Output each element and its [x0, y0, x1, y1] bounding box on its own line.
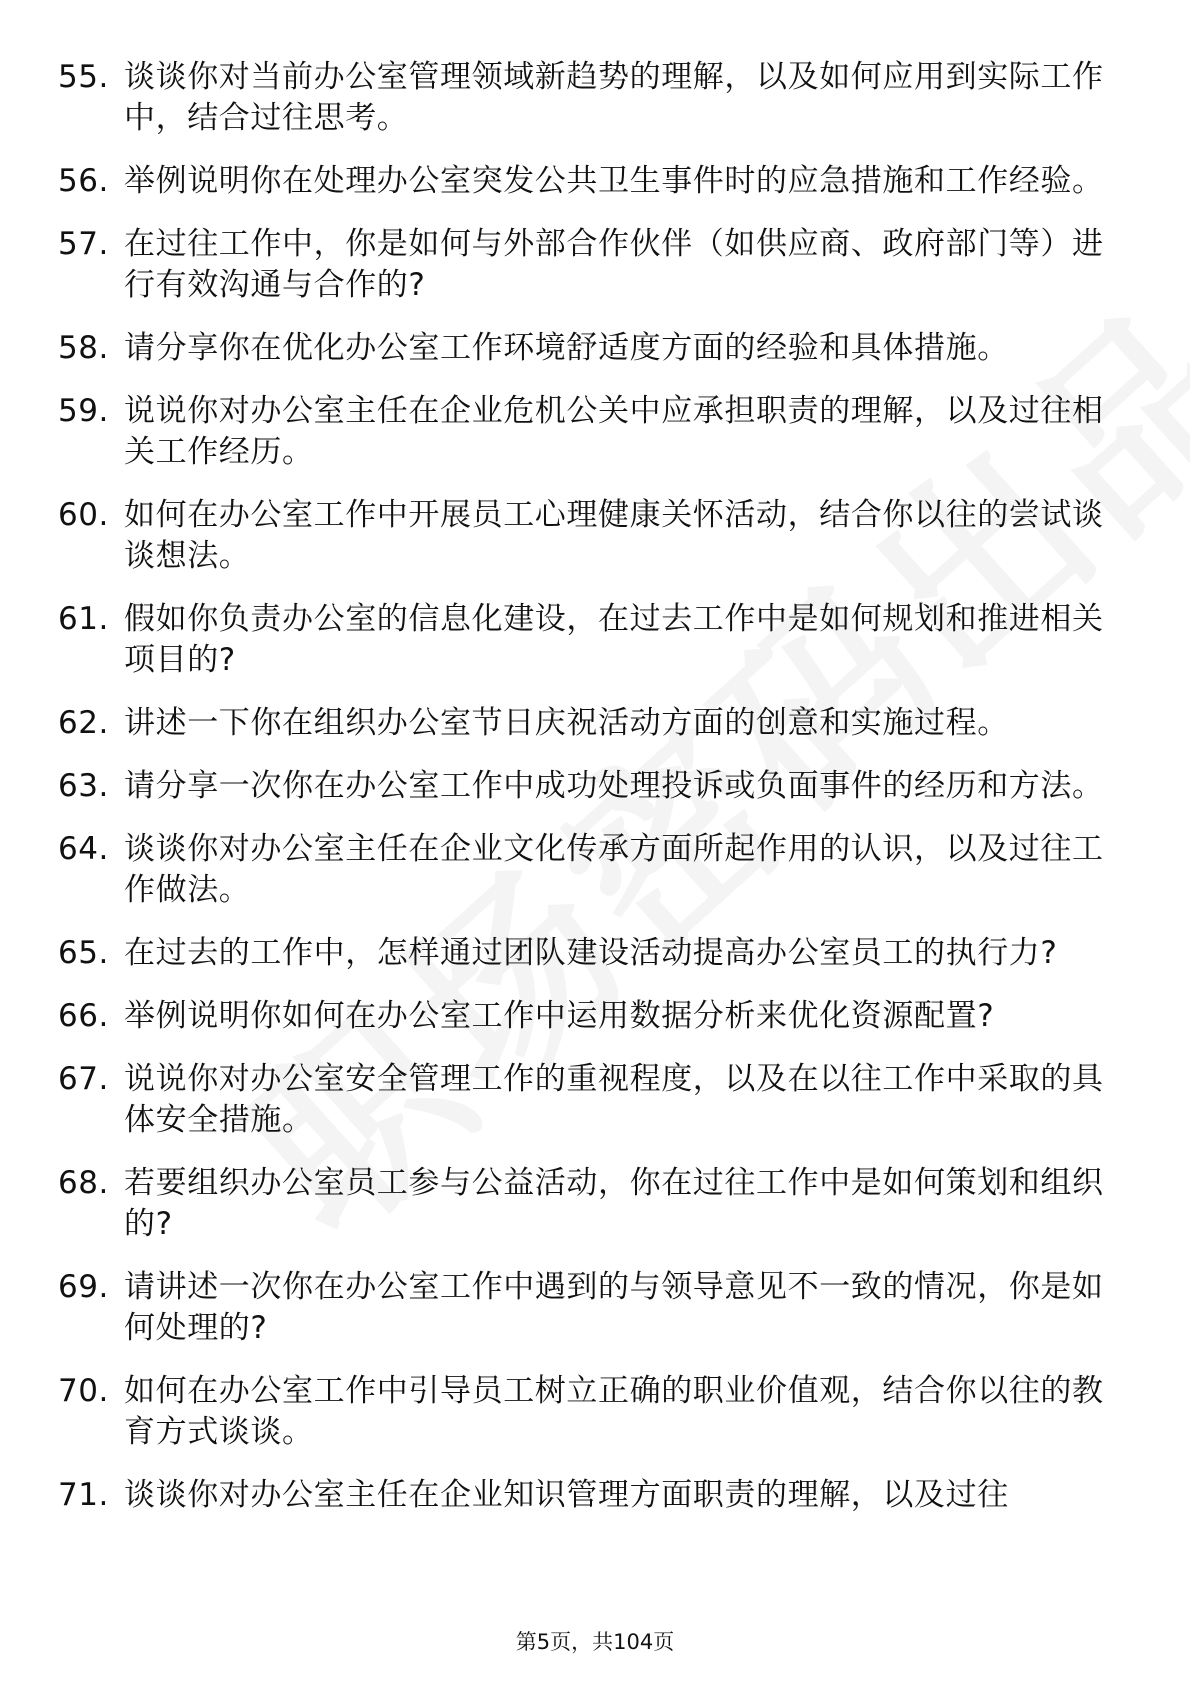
question-text: 如何在办公室工作中引导员工树立正确的职业价值观，结合你以往的教育方式谈谈。	[124, 1373, 1104, 1450]
question-text: 举例说明你在处理办公室突发公共卫生事件时的应急措施和工作经验。	[124, 163, 1104, 199]
list-item	[58, 57, 1128, 139]
list-item	[58, 1163, 1128, 1245]
page-footer: 第5页，共104页	[515, 1630, 675, 1654]
list-item	[58, 1475, 1128, 1516]
list-item	[58, 996, 1128, 1037]
question-number: 66.	[58, 998, 109, 1034]
question-text: 举例说明你如何在办公室工作中运用数据分析来优化资源配置?	[124, 998, 995, 1034]
question-text: 在过往工作中，你是如何与外部合作伙伴（如供应商、政府部门等）进行有效沟通与合作的?	[124, 226, 1104, 303]
question-number: 61.	[58, 601, 109, 637]
list-item	[58, 391, 1128, 473]
question-number: 55.	[58, 59, 109, 95]
list-item	[58, 766, 1128, 807]
question-text: 假如你负责办公室的信息化建设，在过去工作中是如何规划和推进相关项目的?	[124, 601, 1104, 678]
list-item	[58, 161, 1128, 202]
question-number: 65.	[58, 935, 109, 971]
question-number: 69.	[58, 1269, 109, 1305]
question-number: 62.	[58, 705, 109, 741]
question-text: 请分享一次你在办公室工作中成功处理投诉或负面事件的经历和方法。	[124, 768, 1104, 804]
question-number: 59.	[58, 393, 109, 429]
list-item	[58, 933, 1128, 974]
question-text: 谈谈你对当前办公室管理领域新趋势的理解，以及如何应用到实际工作中，结合过往思考。	[124, 59, 1104, 136]
list-item	[58, 224, 1128, 306]
question-number: 63.	[58, 768, 109, 804]
question-text: 说说你对办公室安全管理工作的重视程度，以及在以往工作中采取的具体安全措施。	[124, 1061, 1104, 1138]
list-item	[58, 1267, 1128, 1349]
list-item	[58, 495, 1128, 577]
question-number: 57.	[58, 226, 109, 262]
question-text: 在过去的工作中，怎样通过团队建设活动提高办公室员工的执行力?	[124, 935, 1058, 971]
list-item	[58, 1059, 1128, 1141]
question-number: 67.	[58, 1061, 109, 1097]
question-text: 请分享你在优化办公室工作环境舒适度方面的经验和具体措施。	[124, 330, 1009, 366]
list-item	[58, 829, 1128, 911]
question-number: 64.	[58, 831, 109, 867]
question-text: 说说你对办公室主任在企业危机公关中应承担职责的理解，以及过往相关工作经历。	[124, 393, 1104, 470]
question-text: 如何在办公室工作中开展员工心理健康关怀活动，结合你以往的尝试谈谈想法。	[124, 497, 1104, 574]
question-list	[58, 57, 1128, 1538]
list-item	[58, 599, 1128, 681]
list-item	[58, 1371, 1128, 1453]
question-number: 68.	[58, 1165, 109, 1201]
question-number: 70.	[58, 1373, 109, 1409]
question-text: 谈谈你对办公室主任在企业知识管理方面职责的理解，以及过往	[124, 1477, 1009, 1513]
list-item	[58, 703, 1128, 744]
list-item	[58, 328, 1128, 369]
question-text: 请讲述一次你在办公室工作中遇到的与领导意见不一致的情况，你是如何处理的?	[124, 1269, 1104, 1346]
question-text: 讲述一下你在组织办公室节日庆祝活动方面的创意和实施过程。	[124, 705, 1009, 741]
question-number: 71.	[58, 1477, 109, 1513]
question-number: 56.	[58, 163, 109, 199]
question-number: 58.	[58, 330, 109, 366]
question-text: 若要组织办公室员工参与公益活动，你在过往工作中是如何策划和组织的?	[124, 1165, 1104, 1242]
question-number: 60.	[58, 497, 109, 533]
question-text: 谈谈你对办公室主任在企业文化传承方面所起作用的认识，以及过往工作做法。	[124, 831, 1104, 908]
